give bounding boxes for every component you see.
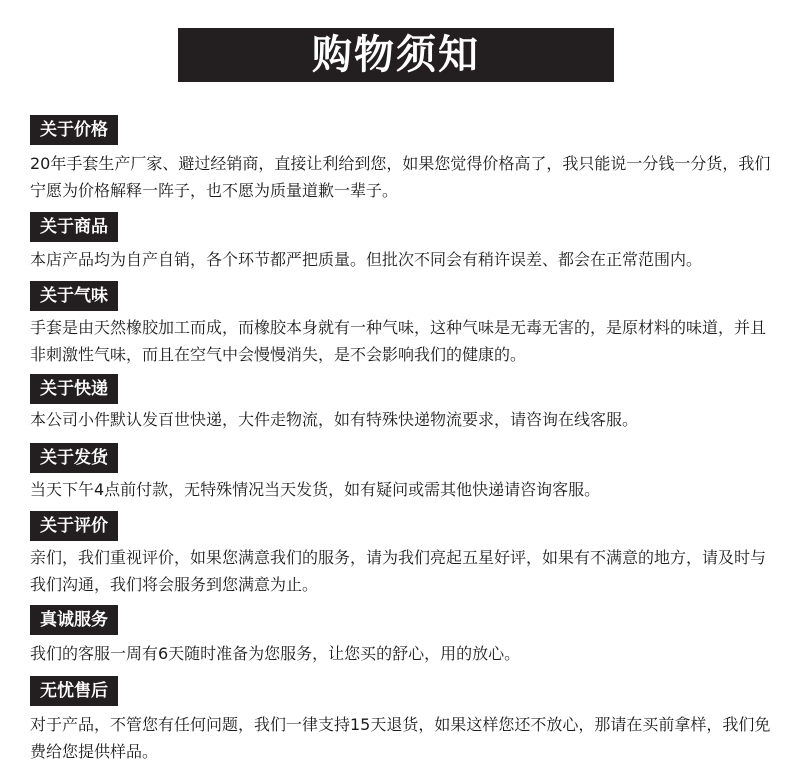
- section-text-shipping: 当天下午4点前付款，无特殊情况当天发货，如有疑问或需其他快递请咨询客服。: [30, 480, 601, 499]
- section-label-shipping: 关于发货: [30, 443, 118, 473]
- title-banner: [178, 28, 614, 82]
- section-text-delivery: 本公司小件默认发百世快递，大件走物流，如有特殊快递物流要求，请咨询在线客服。: [30, 410, 639, 429]
- section-label-price: 关于价格: [30, 115, 118, 145]
- section-text-aftersale: 对于产品，不管您有任何问题，我们一律支持15天退货，如果这样您还不放心，那请在买前拿样，我们免费给您提供样品。: [30, 715, 771, 761]
- section-label-service: 真诚服务: [30, 605, 118, 635]
- section-text-service: 我们的客服一周有6天随时准备为您服务，让您买的舒心，用的放心。: [30, 644, 521, 663]
- section-label-product: 关于商品: [30, 212, 118, 242]
- section-label-delivery: 关于快递: [30, 374, 118, 404]
- section-label-aftersale: 无忧售后: [30, 676, 118, 706]
- section-label-review: 关于评价: [30, 511, 118, 541]
- section-text-price: 20年手套生产厂家、避过经销商，直接让利给到您，如果您觉得价格高了，我只能说一分钱一分货，我们宁愿为价格解释一阵子，也不愿为质量道歉一辈子。: [30, 154, 771, 200]
- section-label-odor: 关于气味: [30, 281, 118, 311]
- section-text-odor: 手套是由天然橡胶加工而成，而橡胶本身就有一种气味，这种气味是无毒无害的，是原材料的味道，并且非刺激性气味，而且在空气中会慢慢消失，是不会影响我们的健康的。: [30, 318, 767, 364]
- section-text-product: 本店产品均为自产自销，各个环节都严把质量。但批次不同会有稍许误差、都会在正常范围内。: [30, 250, 703, 269]
- page-title: 购物须知: [312, 32, 480, 78]
- section-text-review: 亲们，我们重视评价，如果您满意我们的服务，请为我们亮起五星好评，如果有不满意的地方，请及时与我们沟通，我们将会服务到您满意为止。: [30, 548, 767, 594]
